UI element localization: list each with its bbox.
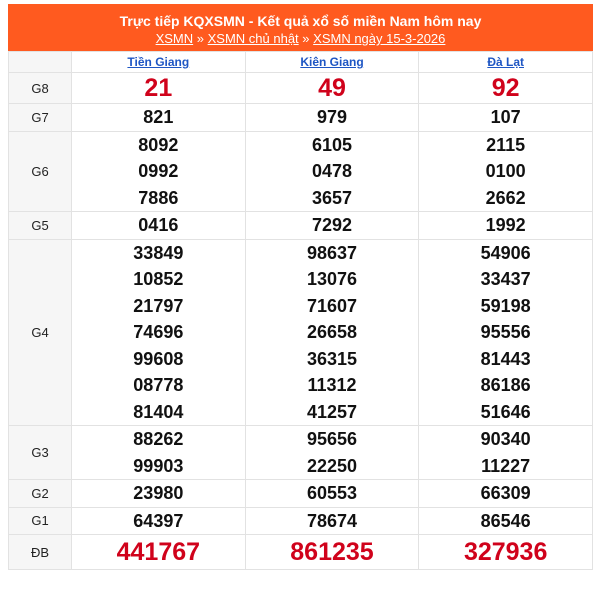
result-cell [245,426,419,480]
lottery-number: 64397 [133,510,184,531]
lottery-number: 74696 [133,322,184,342]
breadcrumb-link-xsmn[interactable]: XSMN [155,31,194,46]
table-header-row [9,52,593,73]
lottery-number: 107 [490,107,521,127]
result-cell [419,73,593,104]
result-cell [245,104,419,132]
breadcrumb-link-xsmn-date[interactable]: XSMN ngày 15-3-2026 [313,31,446,46]
lottery-number: 22250 [306,455,358,476]
result-cell [72,535,246,570]
result-cell [245,507,419,535]
prize-label: G3 [9,426,72,480]
result-cell [72,73,246,104]
result-cell [72,104,246,132]
lottery-number: 21 [144,74,173,102]
lottery-number: 26658 [306,322,358,342]
lottery-number: 99903 [133,455,184,476]
lottery-number: 90340 [480,429,531,449]
result-cell [72,480,246,508]
result-cell [245,131,419,212]
lottery-number: 86186 [480,375,531,395]
lottery-number: 0100 [485,161,526,181]
province-link-tien-giang[interactable]: Tiền Giang [127,55,190,69]
province-header [245,52,419,73]
lottery-number: 11227 [481,455,531,476]
lottery-number: 36315 [306,348,358,369]
result-cell [419,507,593,535]
lottery-number: 08778 [133,375,184,395]
lottery-number: 0478 [311,161,352,181]
result-cell [419,426,593,480]
lottery-number: 3657 [311,187,352,208]
lottery-number: 33849 [133,242,184,263]
province-link-kien-giang[interactable]: Kiên Giang [300,55,364,69]
result-cell [245,239,419,426]
result-cell [419,535,593,570]
prize-label: G8 [9,73,72,104]
lottery-number: 41257 [306,401,358,422]
lottery-number: 98637 [306,242,358,263]
breadcrumb-separator: » [196,31,204,46]
lottery-number: 2662 [485,187,526,208]
prize-column-header [9,52,72,73]
lottery-number: 13076 [306,269,358,289]
result-cell [419,212,593,240]
table-row [9,507,593,535]
result-cell [72,239,246,426]
lottery-number: 49 [318,74,346,102]
lottery-number: 88262 [133,429,184,449]
lottery-number: 33437 [480,269,531,289]
result-cell [419,131,593,212]
lottery-number: 23980 [133,483,184,503]
prize-label: G7 [9,104,72,132]
prize-label: ĐB [9,535,72,570]
lottery-number: 0416 [138,215,179,235]
breadcrumb-separator: » [302,31,310,46]
result-cell [72,426,246,480]
result-cell [245,480,419,508]
lottery-number: 11312 [307,375,357,395]
results-panel [8,4,593,586]
lottery-number: 66309 [480,483,531,503]
lottery-number: 99608 [133,348,184,369]
lottery-number: 51646 [480,401,531,422]
result-cell [72,507,246,535]
table-row [9,212,593,240]
result-cell [72,131,246,212]
result-cell [245,73,419,104]
province-link-da-lat[interactable]: Đà Lạt [487,55,524,69]
prize-label: G1 [9,507,72,535]
lottery-number: 7292 [311,215,352,235]
lottery-number: 71607 [306,295,358,316]
lottery-number: 81443 [480,348,531,369]
province-header [419,52,593,73]
lottery-number: 0992 [138,161,179,181]
lottery-number: 821 [143,107,174,127]
lottery-number: 54906 [480,242,531,263]
lottery-number: 60553 [306,483,358,503]
lottery-number: 21797 [133,295,184,316]
result-cell [245,212,419,240]
lottery-number: 86546 [480,510,531,531]
prize-label: G2 [9,480,72,508]
lottery-number: 10852 [133,269,184,289]
prize-label: G4 [9,239,72,426]
breadcrumb-link-xsmn-sunday[interactable]: XSMN chủ nhật [207,31,299,46]
result-cell [419,480,593,508]
result-cell [245,535,419,570]
lottery-number: 7886 [138,187,179,208]
table-row [9,535,593,570]
table-row [9,104,593,132]
lottery-number: 2115 [486,134,526,155]
result-cell [419,104,593,132]
lottery-number: 92 [491,74,520,102]
prize-label: G5 [9,212,72,240]
result-cell [72,212,246,240]
lottery-number: 95556 [480,322,531,342]
table-row [9,239,593,426]
table-row [9,73,593,104]
results-body [9,73,593,570]
table-row [9,131,593,212]
lottery-number: 59198 [480,295,531,316]
lottery-number: 8092 [138,134,179,155]
table-row [9,480,593,508]
lottery-number: 95656 [306,429,358,449]
lottery-number: 327936 [463,538,548,566]
lottery-number: 861235 [290,538,374,566]
results-table [8,51,593,570]
lottery-number: 1992 [485,215,526,235]
lottery-number: 6105 [311,134,352,155]
table-row [9,426,593,480]
lottery-number: 81404 [133,401,184,422]
result-cell [419,239,593,426]
page-title: Trực tiếp KQXSMN - Kết quả xổ số miền Nam hôm nay [119,13,482,29]
prize-label: G6 [9,131,72,212]
lottery-number: 979 [316,107,347,127]
province-header [72,52,246,73]
lottery-number: 78674 [306,510,358,531]
lottery-number: 441767 [116,538,201,566]
results-header [8,4,593,51]
breadcrumb [8,31,593,47]
